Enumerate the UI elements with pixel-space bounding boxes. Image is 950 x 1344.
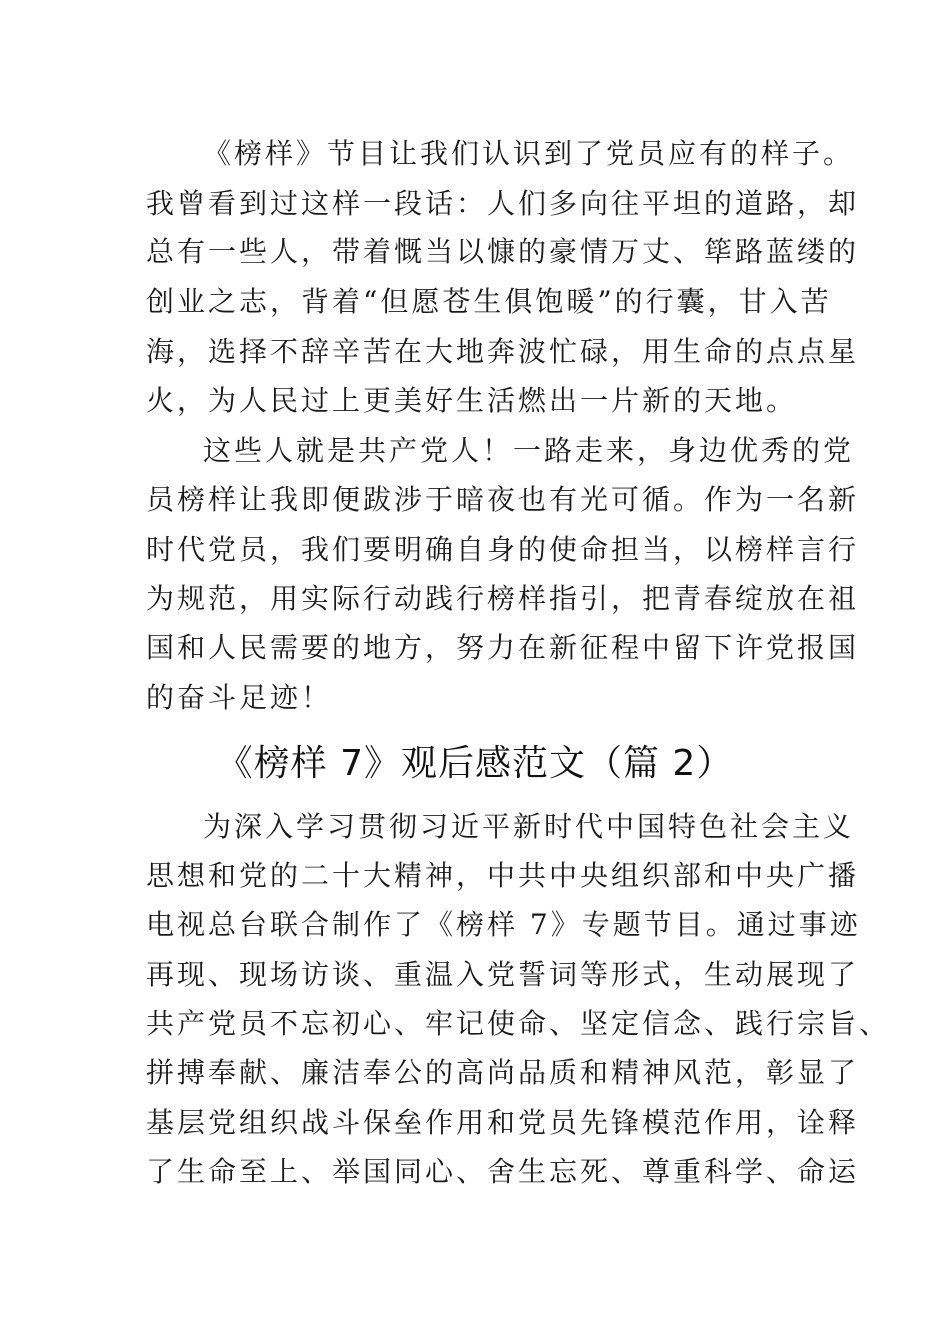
paragraph-1-line-4: 创业之志，背着“但愿苍生俱饱暖”的行囊，甘入苦 bbox=[146, 285, 832, 318]
paragraph-1-line-6: 火，为人民过上更美好生活燃出一片新的天地。 bbox=[146, 384, 798, 417]
paragraph-3-line-2: 思想和党的二十大精神，中共中央组织部和中央广播 bbox=[146, 859, 860, 892]
paragraph-1-line-5: 海，选择不辞辛苦在大地奔波忙碌，用生命的点点星 bbox=[146, 335, 860, 368]
paragraph-2-line-2: 员榜样让我即便跋涉于暗夜也有光可循。作为一名新 bbox=[146, 483, 860, 516]
paragraph-2-line-3: 时代党员，我们要明确自身的使命担当，以榜样言行 bbox=[146, 533, 860, 566]
paragraph-2-line-1: 这些人就是共产党人！一路走来，身边优秀的党 bbox=[203, 434, 855, 467]
paragraph-2-line-4: 为规范，用实际行动践行榜样指引，把青春绽放在祖 bbox=[146, 582, 860, 615]
paragraph-3-line-7: 基层党组织战斗保垒作用和党员先锋模范作用，诠释 bbox=[146, 1106, 860, 1139]
paragraph-2-line-5: 国和人民需要的地方，努力在新征程中留下许党报国 bbox=[146, 631, 860, 664]
section-heading: 《榜样 7》观后感范文（篇 2） bbox=[216, 743, 734, 784]
paragraph-1-line-2: 我曾看到过这样一段话：人们多向往平坦的道路，却 bbox=[146, 187, 860, 220]
paragraph-2-line-6: 的奋斗足迹！ bbox=[146, 681, 333, 714]
paragraph-3-line-1: 为深入学习贯彻习近平新时代中国特色社会主义 bbox=[203, 810, 855, 843]
paragraph-3-line-3: 电视总台联合制作了《榜样 7》专题节目。通过事迹 bbox=[146, 908, 861, 941]
paragraph-3-line-6: 拼搏奉献、廉洁奉公的高尚品质和精神风范，彰显了 bbox=[146, 1056, 860, 1089]
paragraph-3-line-8: 了生命至上、举国同心、舍生忘死、尊重科学、命运 bbox=[146, 1155, 860, 1188]
paragraph-1-line-3: 总有一些人，带着慨当以慷的豪情万丈、筚路蓝缕的 bbox=[146, 235, 860, 268]
paragraph-3-line-4: 再现、现场访谈、重温入党誓词等形式，生动展现了 bbox=[146, 958, 860, 991]
paragraph-1-line-1: 《榜样》节目让我们认识到了党员应有的样子。 bbox=[203, 137, 855, 170]
paragraph-3-line-5: 共产党员不忘初心、牢记使命、坚定信念、践行宗旨、 bbox=[146, 1007, 891, 1040]
